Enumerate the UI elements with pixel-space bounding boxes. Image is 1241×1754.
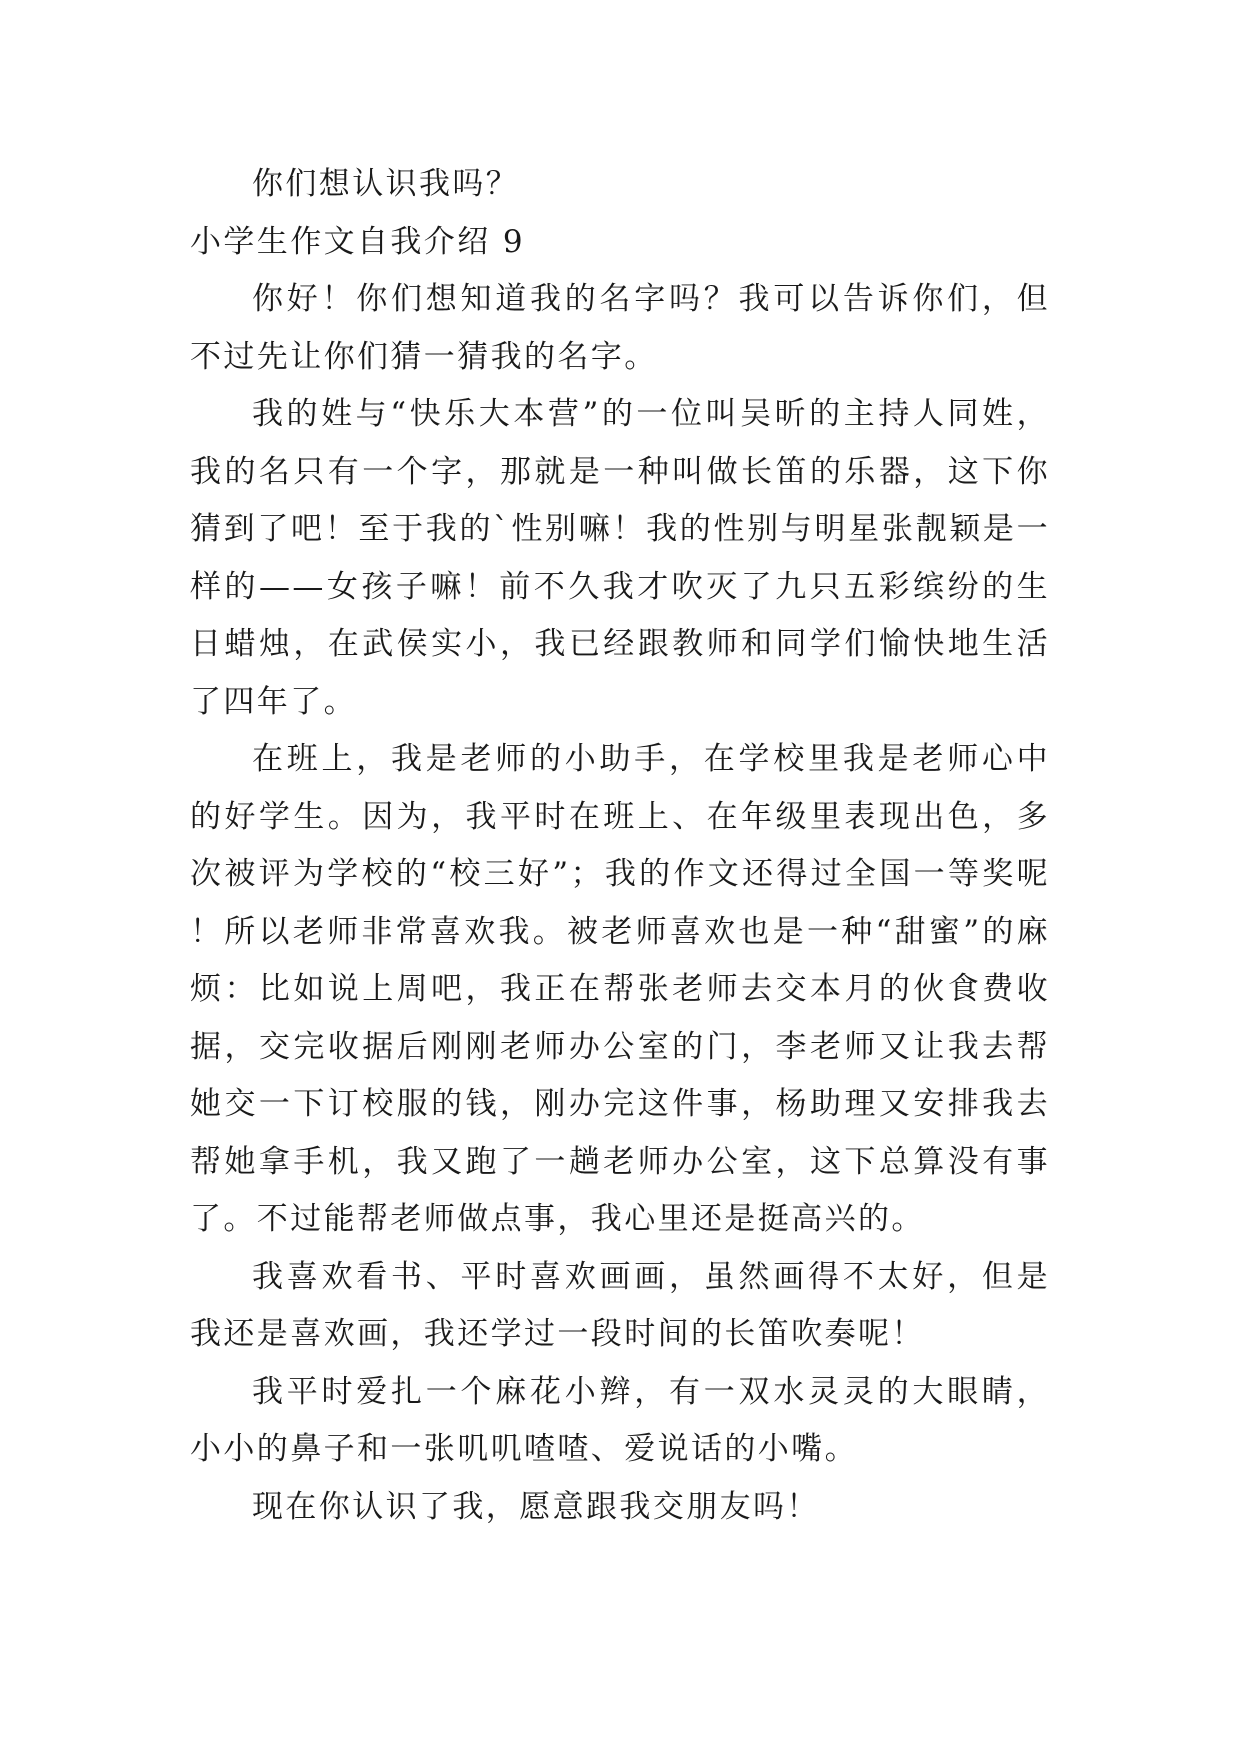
paragraph-3: 在班上，我是老师的小助手，在学校里我是老师心中的好学生。因为，我平时在班上、在年级里表现出色，多次被评为学校的“校三好”；我的作文还得过全国一等奖呢！所以老师非常喜欢我。被老师喜欢也是一种“甜蜜”的麻烦：比如说上周吧，我正在帮张老师去交本月的伙食费收据，交完收据后刚刚老师办公室的门，李老师又让我去帮她交一下订校服的钱，刚办完这件事，杨助理又安排我去帮她拿手机，我又跑了一趟老师办公室，这下总算没有事了。不过能帮老师做点事，我心里还是挺高兴的。 — [190, 741, 1050, 1237]
document-body — [190, 156, 1050, 1536]
paragraph-4: 我喜欢看书、平时喜欢画画，虽然画得不太好，但是我还是喜欢画，我还学过一段时间的长笛吹奏呢！ — [190, 1258, 1050, 1352]
paragraph-1: 你好！你们想知道我的名字吗？我可以告诉你们，但不过先让你们猜一猜我的名字。 — [190, 281, 1050, 375]
paragraph-5: 我平时爱扎一个麻花小辫，有一双水灵灵的大眼睛，小小的鼻子和一张叽叽喳喳、爱说话的小嘴。 — [190, 1373, 1050, 1467]
intro-line: 你们想认识我吗？ — [252, 166, 520, 202]
paragraph-2: 我的姓与“快乐大本营”的一位叫吴昕的主持人同姓，我的名只有一个字，那就是一种叫做长笛的乐器，这下你猜到了吧！至于我的`性别嘛！我的性别与明星张靓颖是一样的——女孩子嘛！前不久我才吹灭了九只五彩缤纷的生日蜡烛，在武侯实小，我已经跟教师和同学们愉快地生活了四年了。 — [190, 396, 1050, 720]
paragraph-6: 现在你认识了我，愿意跟我交朋友吗！ — [252, 1488, 820, 1525]
essay-title: 小学生作文自我介绍 9 — [190, 223, 525, 260]
